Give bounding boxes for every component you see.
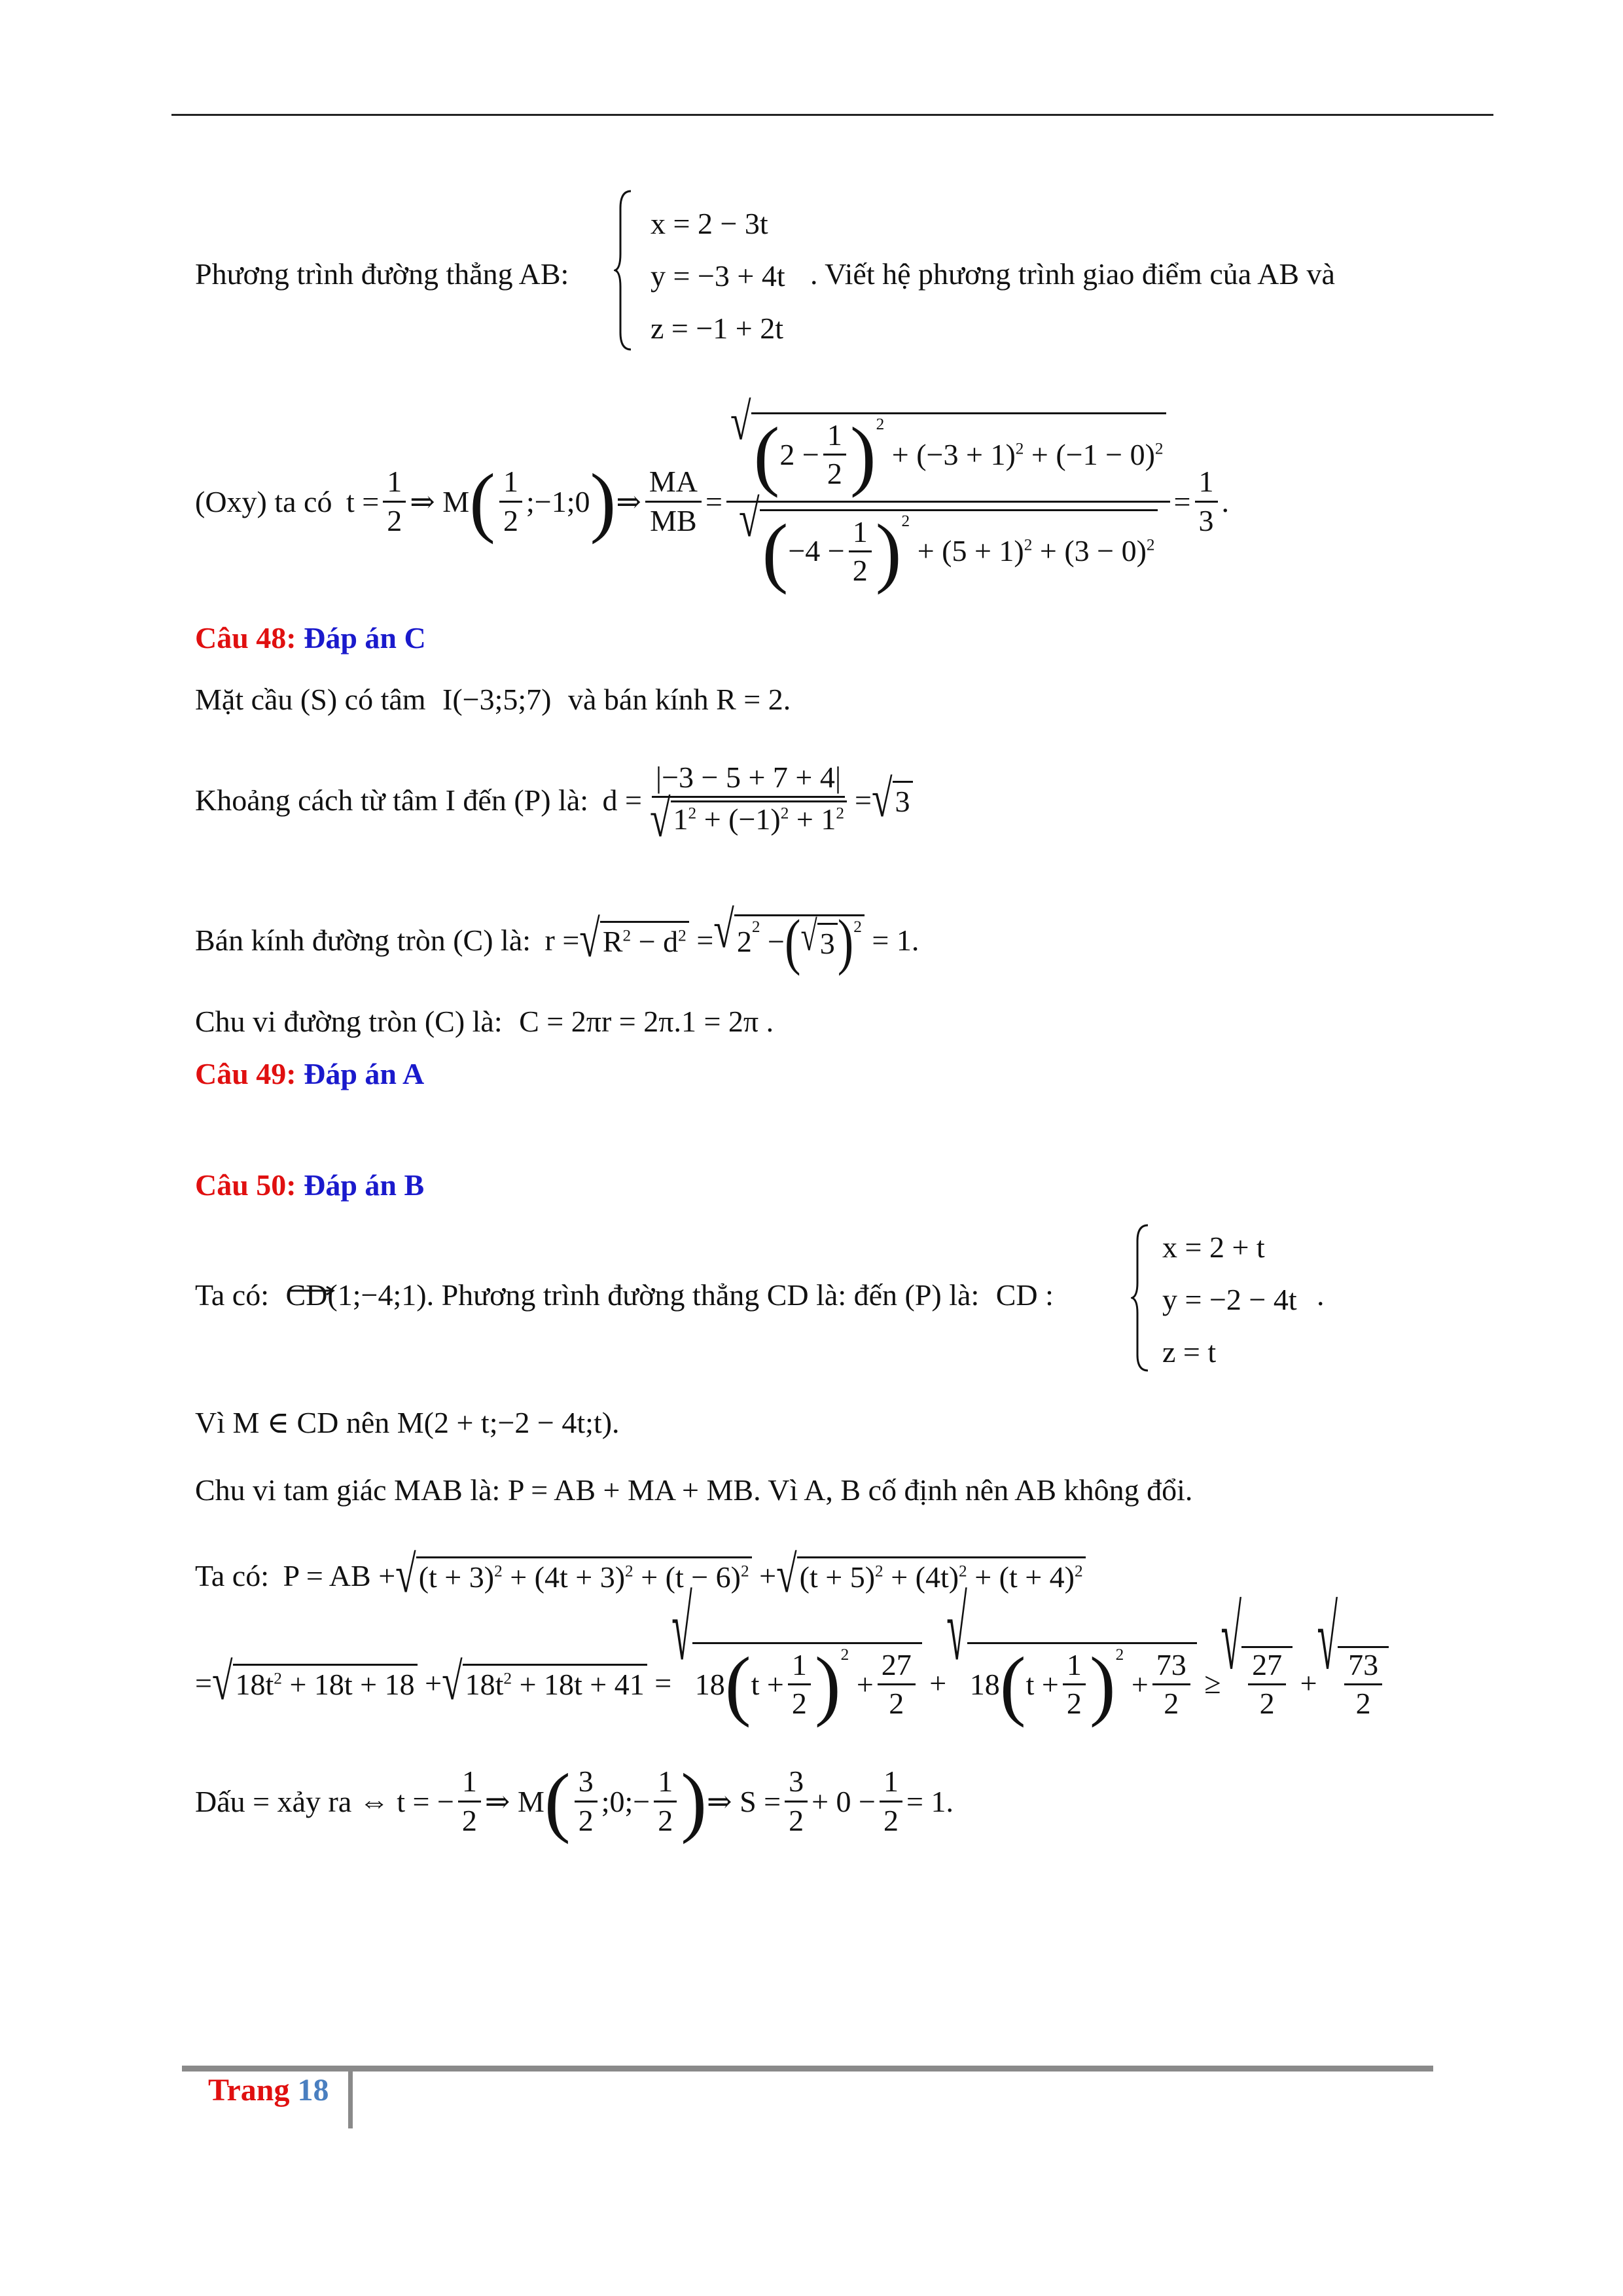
ab-intro: Phương trình đường thẳng AB: — [195, 257, 569, 291]
q49-heading — [195, 1056, 424, 1091]
cd-eq-y: y = −2 − 4t — [1162, 1283, 1297, 1316]
footer-page — [208, 2072, 329, 2108]
footer-label: Trang — [208, 2073, 290, 2108]
distance-ratio: √ ( 2 − $\frac{1}{2}$ ) $^2$ + $(-3 + 1)^2 + (-1 - 0)^2$ √ ( −4 − $\frac{1}{2}$ ) $^2$ + $(5 + 1)^2 + (3 - 0)^2$ — [726, 412, 1170, 590]
cd-brace — [1131, 1223, 1150, 1373]
cd-eq-x: x = 2 + t — [1162, 1230, 1265, 1264]
ab-eq-z: z = −1 + 2t — [651, 312, 784, 345]
q50-sum-line: = √ $18t^2 + 18t + 18$ + √ $18t^2 + 18t + 41$ = √ 18 ( t + $\frac{1}{2}$ ) $^2$ + $\frac{27}{2}$ + √ 18 ( t + $\frac{1}{2}$ ) $^2$ + $\frac{73}{2}$ ≥ √ $\frac{27}{2}$ + √ $\frac{73}{2}$ — [195, 1627, 1389, 1738]
ab-eq-y: y = −3 + 4t — [651, 259, 785, 293]
ab-eq-x: x = 2 − 3t — [651, 207, 768, 240]
footer-divider — [348, 2066, 353, 2128]
q48-label: Câu 48: — [195, 621, 296, 655]
fraction: $\frac{1}{2}$ — [383, 466, 406, 537]
q50-equality-line: Dấu = xảy ra ⇔ t = − $\frac{1}{2}$ ⇒ M ( $\frac{3}{2}$ ;0;− $\frac{1}{2}$ ) ⇒ S = $\frac{3}{2}$ + 0 − $\frac{1}{2}$ = 1. — [195, 1757, 954, 1845]
q48-perimeter-line: Chu vi đường tròn (C) là: C = 2πr = 2π.1 = 2π . — [195, 1005, 774, 1038]
q48-distance-line: Khoảng cách từ tâm I đến (P) là: d = |−3 − 5 + 7 + 4| √ $1^2 + (-1)^2 + 1^2$ = √ 3 — [195, 741, 913, 859]
q50-p-line: Ta có: P = AB + √ $(t + 3)^2 + (4t + 3)^2 + (t - 6)^2$ + √ $(t + 5)^2 + (4t)^2 + (t + 4)^2$ — [195, 1539, 1086, 1611]
q50-heading — [195, 1168, 424, 1202]
ab-system — [651, 198, 785, 355]
q48-sphere-line: Mặt cầu (S) có tâm I(−3;5;7) và bán kính R = 2. — [195, 683, 791, 716]
cd-system — [1162, 1221, 1297, 1378]
header-rule — [171, 114, 1493, 116]
q48-answer: Đáp án C — [304, 621, 426, 655]
cd-period: . — [1317, 1278, 1325, 1312]
page-number: 18 — [297, 2073, 329, 2108]
q48-circle-radius-line: Bán kính đường tròn (C) là: r = √ $R^2 - d^2$ = √ 2 2 − ( √ 3 ) $^2$ = 1. — [195, 901, 919, 976]
oxy-line: (Oxy) ta có t = $\frac{1}{2}$ ⇒ M ( $\frac{1}{2}$ ;−1;0 ) ⇒ $\frac{MA}{MB}$ = √ ( 2 − $\frac{1}{2}$ ) $^2$ + $(-3 + 1)^2 + (-1 - 0)^2$ √ ( −4 − $\frac{1}{2}$ ) $^2$ + $(5 + 1)^2 + (3 - 0)^2$ = $\frac{1}{3}$ . — [195, 393, 1229, 595]
q50-cd-line: Ta có: CD(1;−4;1). Phương trình đường thẳng CD là: đến (P) là: CD : — [195, 1278, 1054, 1312]
q48-center: I(−3;5;7) — [442, 683, 552, 716]
q50-answer: Đáp án B — [304, 1168, 425, 1202]
ab-brace — [614, 188, 633, 352]
q49-answer: Đáp án A — [304, 1057, 425, 1090]
q50-m-line: Vì M ∈ CD nên M(2 + t;−2 − 4t;t). — [195, 1406, 620, 1439]
vector-arrow — [287, 1268, 336, 1279]
q50-perimeter-line: Chu vi tam giác MAB là: P = AB + MA + MB. Vì A, B cố định nên AB không đổi. — [195, 1473, 1193, 1507]
q49-label: Câu 49: — [195, 1057, 296, 1090]
footer-rule — [182, 2066, 1433, 2072]
q48-heading — [195, 620, 426, 655]
q50-label: Câu 50: — [195, 1168, 296, 1202]
oxy-start: (Oxy) ta có — [195, 484, 332, 518]
ab-after: . Viết hệ phương trình giao điểm của AB và — [810, 257, 1335, 291]
cd-eq-z: z = t — [1162, 1335, 1217, 1369]
